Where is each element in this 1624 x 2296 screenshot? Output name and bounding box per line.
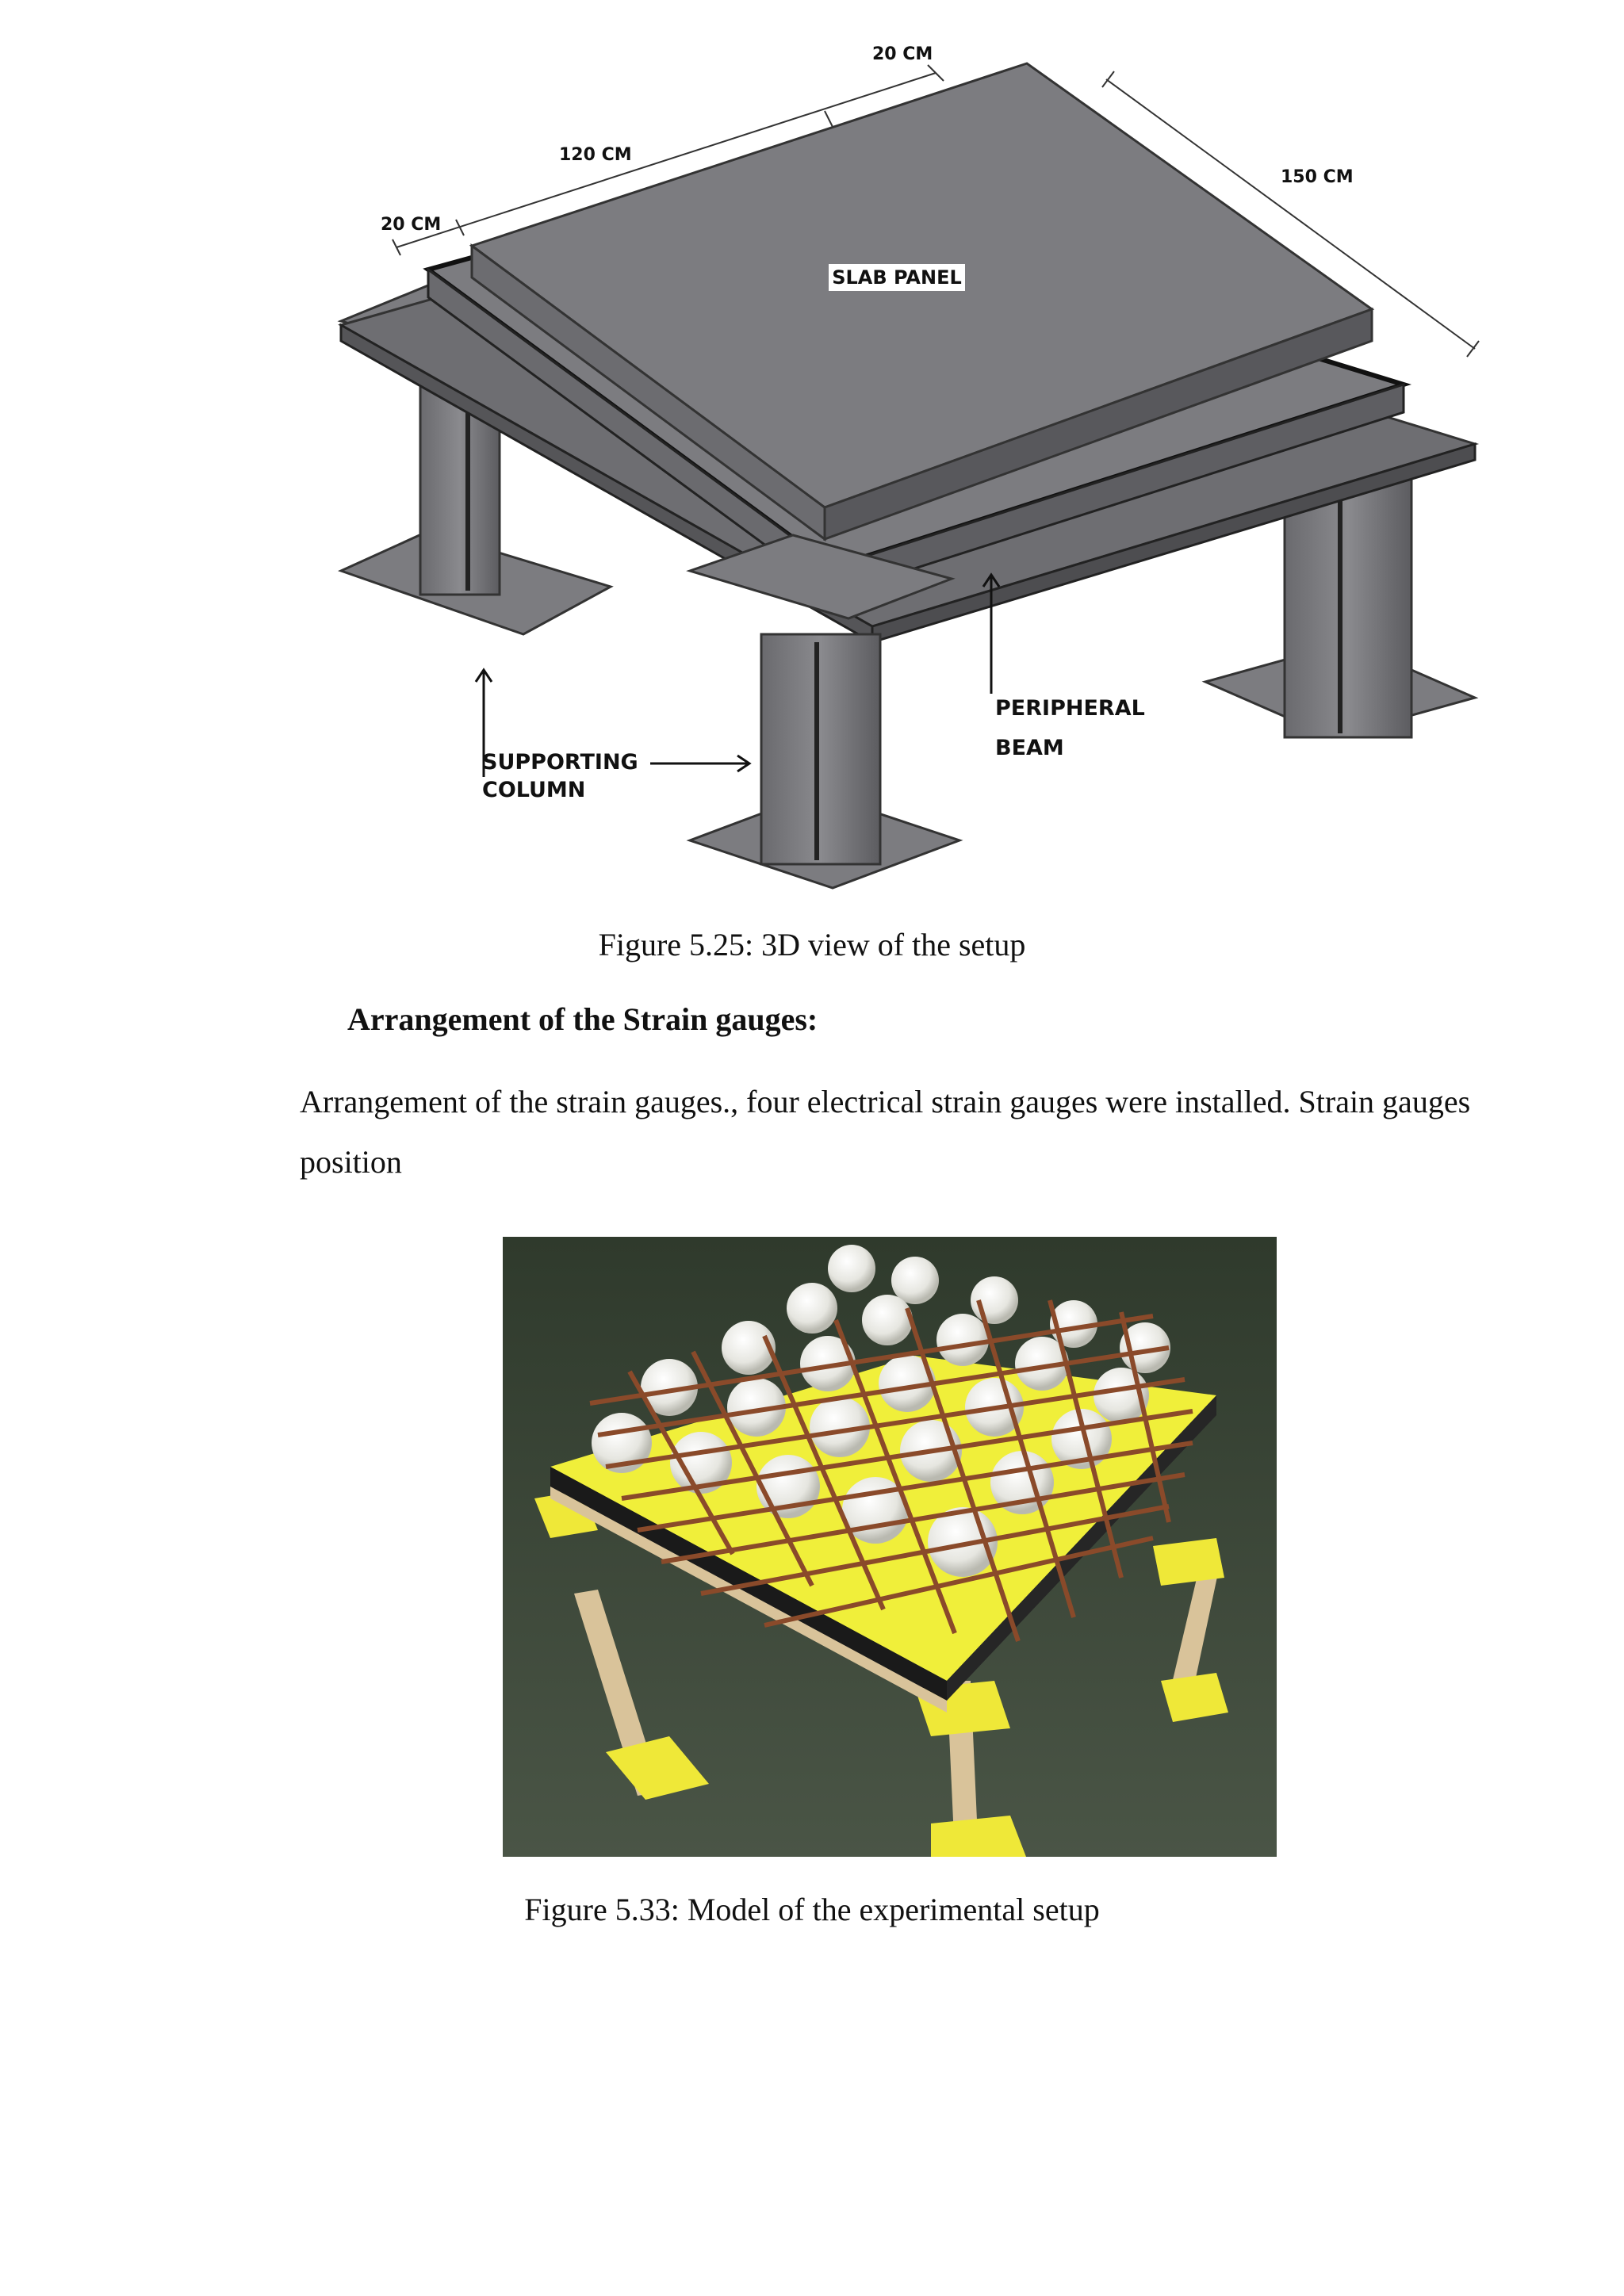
beam-label-line1: PERIPHERAL <box>995 696 1145 721</box>
model-photo-drawing <box>503 1237 1277 1857</box>
figure-5-25-caption: Figure 5.25: 3D view of the setup <box>598 927 1026 962</box>
section-heading: Arrangement of the Strain gauges: <box>347 1001 818 1037</box>
column-label-line2: COLUMN <box>482 778 586 802</box>
slab-label: SLAB PANEL <box>832 266 962 289</box>
dim-top-right: 20 CM <box>872 44 933 64</box>
beam-label-line2: BEAM <box>995 736 1064 760</box>
dim-right: 150 CM <box>1281 167 1354 187</box>
setup-3d-figure <box>317 32 1491 928</box>
dim-top: 120 CM <box>559 145 632 165</box>
front-column <box>690 535 959 888</box>
experimental-model-photo <box>503 1237 1277 1857</box>
figure-5-33-caption: Figure 5.33: Model of the experimental setup <box>524 1892 1100 1927</box>
dim-left: 20 CM <box>381 215 442 235</box>
column-label-line1: SUPPORTING <box>482 750 638 775</box>
setup-3d-drawing <box>317 32 1491 928</box>
section-paragraph: Arrangement of the strain gauges., four electrical strain gauges were installed. Strain gauges position <box>300 1084 1471 1180</box>
